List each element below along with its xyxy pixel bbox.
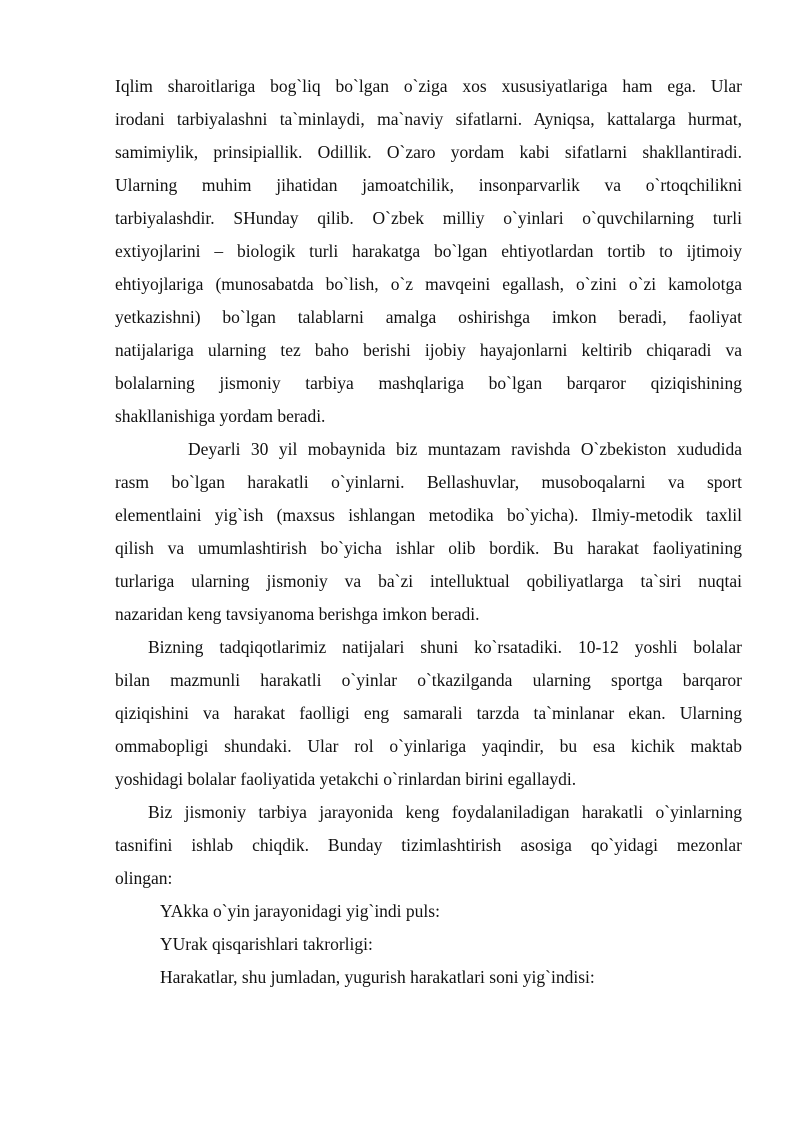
paragraph-line: yetkazishni) bo`lgan talablarni amalga oshirishga imkon beradi, faoliyat — [115, 307, 742, 327]
paragraph-line: irodani tarbiyalashni ta`minlaydi, ma`naviy sifatlarni. Ayniqsa, kattalarga hurmat, — [115, 109, 742, 129]
paragraph-line: qilish va umumlashtirish bo`yicha ishlar olib bordik. Bu harakat faoliyatining — [115, 538, 742, 558]
criteria-item: YAkka o`yin jarayonidagi yig`indi puls: — [160, 901, 440, 921]
paragraph-line: ehtiyojlariga (munosabatda bo`lish, o`z mavqeini egallash, o`zini o`zi kamolotga — [115, 274, 742, 294]
paragraph-line: yoshidagi bolalar faoliyatida yetakchi o`rinlardan birini egallaydi. — [115, 769, 577, 789]
paragraph-line: bilan mazmunli harakatli o`yinlar o`tkazilganda ularning sportga barqaror — [115, 670, 742, 690]
paragraph-line: Biz jismoniy tarbiya jarayonida keng foydalaniladigan harakatli o`yinlarning — [148, 802, 742, 822]
paragraph-line: tasnifini ishlab chiqdik. Bunday tizimlashtirish asosiga qo`yidagi mezonlar — [115, 835, 742, 855]
paragraph-line: extiyojlarini – biologik turli harakatga bo`lgan ehtiyotlardan tortib to ijtimoiy — [115, 241, 742, 261]
paragraph-line: Iqlim sharoitlariga bog`liq bo`lgan o`ziga xos xususiyatlariga ham ega. Ular — [115, 76, 742, 96]
paragraph-line: qiziqishini va harakat faolligi eng samarali tarzda ta`minlanar ekan. Ularning — [115, 703, 742, 723]
criteria-item: Harakatlar, shu jumladan, yugurish harakatlari soni yig`indisi: — [160, 967, 595, 987]
paragraph-line: olingan: — [115, 868, 173, 888]
paragraph-line: rasm bo`lgan harakatli o`yinlarni. Bellashuvlar, musoboqalarni va sport — [115, 472, 742, 492]
paragraph-line: Bizning tadqiqotlarimiz natijalari shuni ko`rsatadiki. 10-12 yoshli bolalar — [148, 637, 742, 657]
paragraph-line: bolalarning jismoniy tarbiya mashqlariga bo`lgan barqaror qiziqishining — [115, 373, 742, 393]
paragraph-line: tarbiyalashdir. SHunday qilib. O`zbek milliy o`yinlari o`quvchilarning turli — [115, 208, 742, 228]
paragraph-line: samimiylik, prinsipiallik. Odillik. O`zaro yordam kabi sifatlarni shakllantiradi. — [115, 142, 742, 162]
paragraph-line: elementlaini yig`ish (maxsus ishlangan metodika bo`yicha). Ilmiy-metodik taxlil — [115, 505, 742, 525]
paragraph-line: Deyarli 30 yil mobaynida biz muntazam ravishda O`zbekiston xududida — [188, 439, 742, 459]
paragraph-line: natijalariga ularning tez baho berishi ijobiy hayajonlarni keltirib chiqaradi va — [115, 340, 742, 360]
criteria-item: YUrak qisqarishlari takrorligi: — [160, 934, 373, 954]
paragraph-line: nazaridan keng tavsiyanoma berishga imkon beradi. — [115, 604, 480, 624]
paragraph-line: turlariga ularning jismoniy va ba`zi intelluktual qobiliyatlarga ta`siri nuqtai — [115, 571, 742, 591]
paragraph-line: shakllanishiga yordam beradi. — [115, 406, 326, 426]
paragraph-line: ommabopligi shundaki. Ular rol o`yinlariga yaqindir, bu esa kichik maktab — [115, 736, 742, 756]
paragraph-line: Ularning muhim jihatidan jamoatchilik, insonparvarlik va o`rtoqchilikni — [115, 175, 742, 195]
